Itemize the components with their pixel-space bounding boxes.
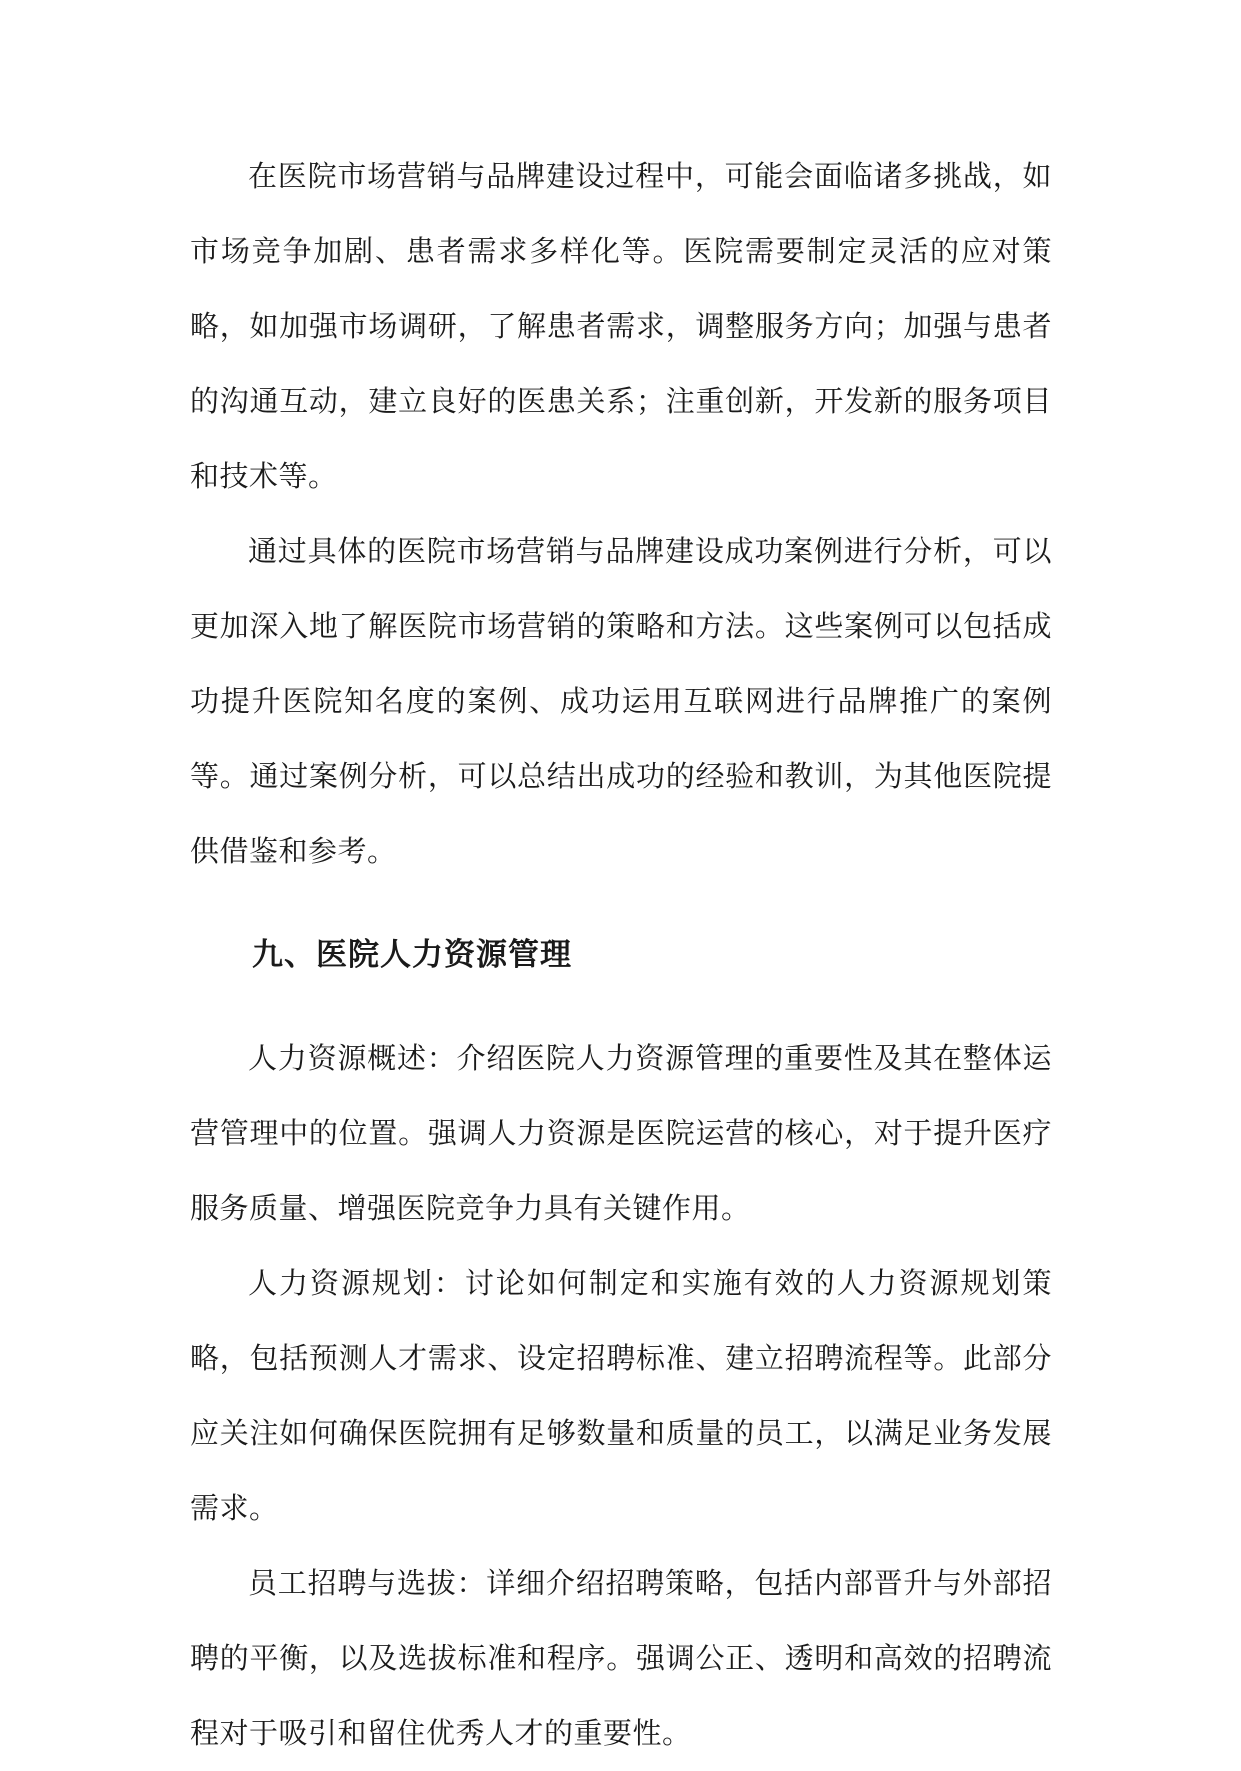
paragraph-case-analysis: 通过具体的医院市场营销与品牌建设成功案例进行分析，可以更加深入地了解医院市场营销的策略和方法。这些案例可以包括成功提升医院知名度的案例、成功运用互联网进行品牌推广的案例等。通过案例分析，可以总结出成功的经验和教训，为其他医院提供借鉴和参考。 <box>190 534 1052 868</box>
section-heading: 九、医院人力资源管理 <box>252 937 572 973</box>
paragraph-hr-planning: 人力资源规划：讨论如何制定和实施有效的人力资源规划策略，包括预测人才需求、设定招聘标准、建立招聘流程等。此部分应关注如何确保医院拥有足够数量和质量的员工，以满足业务发展需求。 <box>190 1266 1052 1525</box>
document-body <box>190 139 1052 1771</box>
paragraph-recruitment: 员工招聘与选拔：详细介绍招聘策略，包括内部晋升与外部招聘的平衡，以及选拔标准和程序。强调公正、透明和高效的招聘流程对于吸引和留住优秀人才的重要性。 <box>190 1566 1052 1750</box>
paragraph-hr-overview: 人力资源概述：介绍医院人力资源管理的重要性及其在整体运营管理中的位置。强调人力资源是医院运营的核心，对于提升医疗服务质量、增强医院竞争力具有关键作用。 <box>190 1041 1052 1225</box>
paragraph-marketing-challenges: 在医院市场营销与品牌建设过程中，可能会面临诸多挑战，如市场竞争加剧、患者需求多样化等。医院需要制定灵活的应对策略，如加强市场调研，了解患者需求，调整服务方向；加强与患者的沟通互动，建立良好的医患关系；注重创新，开发新的服务项目和技术等。 <box>190 159 1052 493</box>
